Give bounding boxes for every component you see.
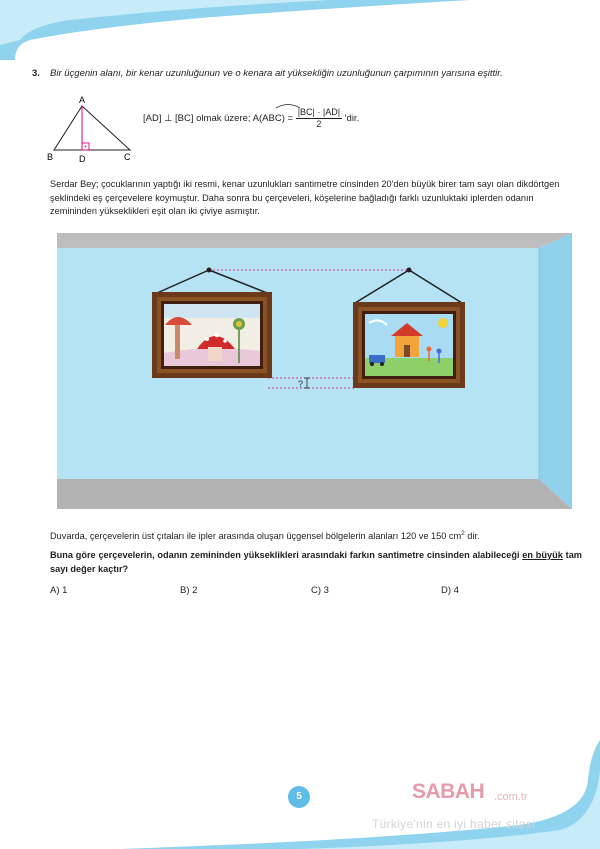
- ask-underlined: en büyük: [522, 550, 563, 560]
- left-picture-frame: [152, 292, 272, 378]
- triangle-label-c: C: [124, 152, 131, 162]
- triangle-label-a: A: [79, 95, 86, 105]
- wall-figure: [57, 233, 572, 509]
- formula-prefix: [AD] ⊥ [BC] olmak üzere; A: [143, 113, 259, 125]
- question-intro: Bir üçgenin alanı, bir kenar uzunluğunun ve o kenara ait yüksekliğin uzunluğunun çarpımının yarısına eşittir.: [50, 68, 503, 79]
- statement-superscript: 2: [461, 530, 465, 537]
- question-number: 3.: [32, 68, 40, 79]
- choice-d[interactable]: D) 4: [441, 585, 459, 596]
- right-picture-frame: [353, 302, 465, 388]
- choice-c[interactable]: C) 3: [311, 585, 329, 596]
- question-paragraph: Serdar Bey; çocuklarının yaptığı iki resmi, kenar uzunlukları santimetre cinsinden 20'den büyük birer tam sayı olan dikdörtgen şeklindeki eş çerçevelere koymuştur. Daha sonra bu çerçeveleri, köşelerine bağladığı farklı uzunluktaki iplerden odanın zemininden yükseklikleri eşit olan iki çiviye asmıştır.: [50, 179, 560, 216]
- statement-part2: dir.: [464, 531, 480, 542]
- choice-a[interactable]: A) 1: [50, 585, 68, 596]
- formula-paren-close: ): [281, 113, 285, 125]
- statement-part1: Duvarda, çerçevelerin üst çıtaları ile ipler arasında oluşan üçgensel bölgelerin alanları 120 ve 150 cm: [50, 531, 462, 542]
- watermark-domain: .com.tr: [494, 791, 528, 803]
- unknown-height-label: ?: [298, 379, 304, 389]
- ask-part2: tam sayı değer kaçtır?: [50, 550, 582, 574]
- choice-b[interactable]: B) 2: [180, 585, 198, 596]
- ask-part1: Buna göre çerçevelerin, odanın zemininden yükseklikleri arasındaki farkın santimetre cinsinden alabileceği: [50, 550, 523, 560]
- formula-numerator: |BC| · |AD|: [297, 107, 341, 117]
- formula-fraction: [296, 107, 342, 130]
- watermark-slogan: Türkiye'nin en iyi haber sitesi: [372, 817, 535, 831]
- triangle-diagram: [44, 94, 140, 166]
- formula-equals: =: [287, 113, 294, 125]
- page-corner-decoration-top: [0, 0, 600, 60]
- formula-arc-mark: [275, 103, 301, 109]
- formula-paren-open: (: [258, 113, 263, 125]
- page-number-badge: 5: [288, 786, 310, 808]
- formula-abc: ABC: [262, 113, 282, 125]
- formula-denominator: 2: [316, 119, 322, 129]
- watermark-brand: SABAH: [412, 780, 485, 803]
- triangle-label-b: B: [47, 152, 54, 162]
- triangle-label-d: D: [79, 154, 86, 164]
- area-formula: [143, 107, 359, 130]
- formula-suffix: 'dir.: [344, 113, 360, 125]
- question-statement: [50, 530, 582, 541]
- question-ask: [50, 549, 582, 576]
